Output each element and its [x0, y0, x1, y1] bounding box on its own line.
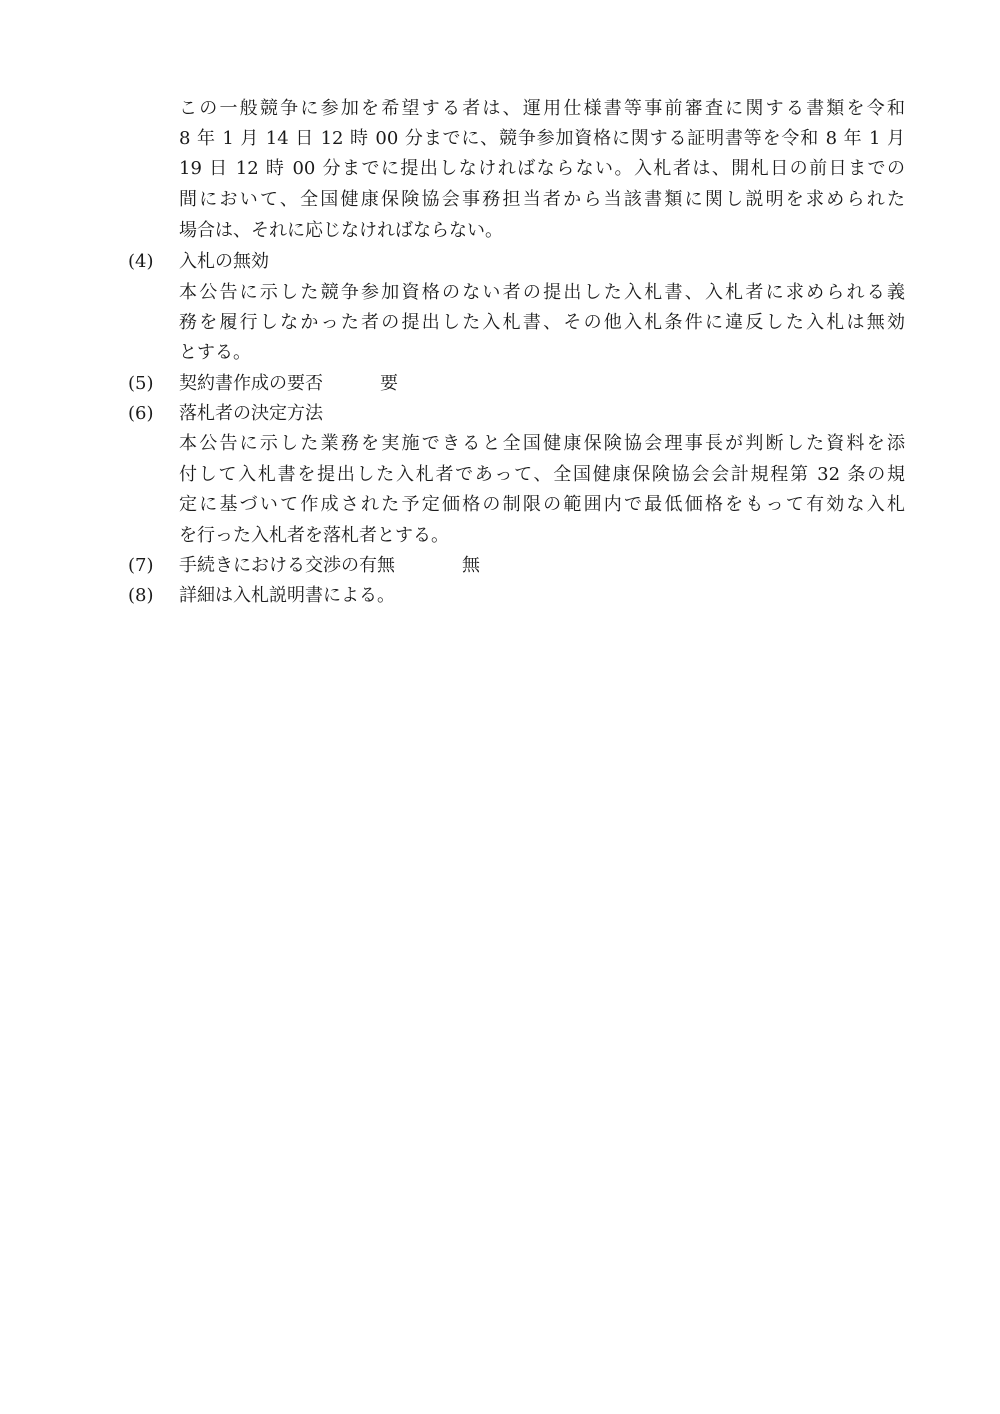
item-4-line-2: 務を履行しなかった者の提出した入札書、その他入札条件に違反した入札は無効 — [179, 312, 905, 333]
item-5-value: 要 — [380, 373, 398, 394]
item-5-number: (5) — [128, 373, 154, 394]
item-6-number: (6) — [128, 403, 154, 424]
item-6-heading: 落札者の決定方法 — [179, 403, 323, 424]
item-5-heading: 契約書作成の要否 — [179, 373, 323, 394]
intro-line-3: 19 日 12 時 00 分までに提出しなければならない。入札者は、開札日の前日までの — [179, 158, 905, 179]
item-4-line-1: 本公告に示した競争参加資格のない者の提出した入札書、入札者に求められる義 — [179, 282, 905, 303]
intro-line-2: 8 年 1 月 14 日 12 時 00 分までに、競争参加資格に関する証明書等を令和 8 年 1 月 — [179, 128, 905, 149]
item-6-line-4: を行った入札者を落札者とする。 — [179, 525, 449, 546]
item-4-line-3: とする。 — [179, 342, 251, 363]
item-4-number: (4) — [128, 251, 154, 272]
item-8-heading: 詳細は入札説明書による。 — [179, 585, 395, 606]
item-6-line-2: 付して入札書を提出した入札者であって、全国健康保険協会会計規程第 32 条の規 — [179, 464, 905, 485]
intro-line-1: この一般競争に参加を希望する者は、運用仕様書等事前審査に関する書類を令和 — [179, 98, 905, 119]
item-4-heading: 入札の無効 — [179, 251, 269, 272]
item-6-line-3: 定に基づいて作成された予定価格の制限の範囲内で最低価格をもって有効な入札 — [179, 494, 905, 515]
item-6-line-1: 本公告に示した業務を実施できると全国健康保険協会理事長が判断した資料を添 — [179, 433, 905, 454]
item-7-heading: 手続きにおける交渉の有無 — [179, 555, 395, 576]
item-7-value: 無 — [462, 555, 480, 576]
item-7-number: (7) — [128, 555, 154, 576]
item-8-number: (8) — [128, 585, 154, 606]
intro-line-4: 間において、全国健康保険協会事務担当者から当該書類に関し説明を求められた — [179, 189, 905, 210]
intro-line-5: 場合は、それに応じなければならない。 — [179, 220, 503, 241]
